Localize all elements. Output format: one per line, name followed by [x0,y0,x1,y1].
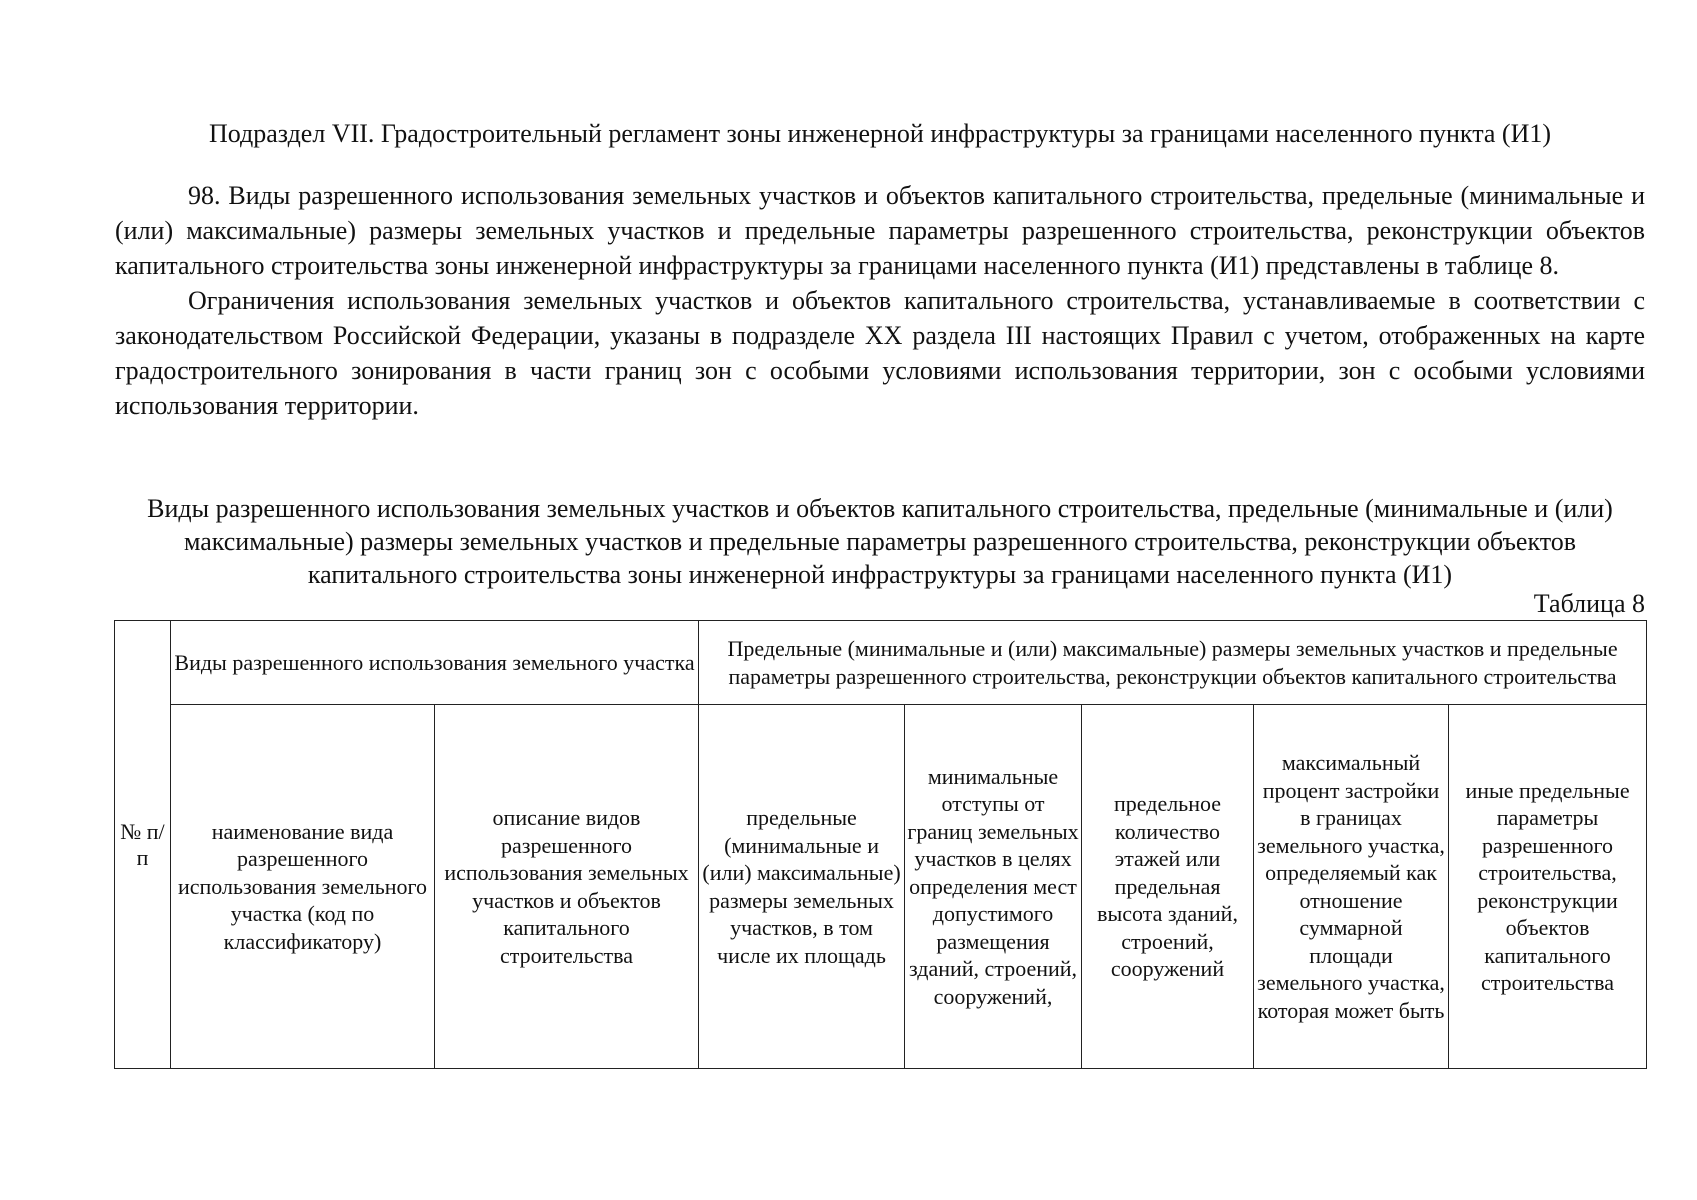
subsection-title: Подраздел VII. Градостроительный регламент зоны инженерной инфраструктуры за границами населенного пункта (И1) [208,119,1552,148]
table-caption: Виды разрешенного использования земельных участков и объектов капитального строительства, предельные (минимальные и (или) максимальные) размеры земельных участков и предельные параметры разрешенного строительства, реконструкции объектов капитального строительства зоны инженерной инфраструктуры за границами населенного пункта (И1) [147,494,1613,589]
header-col-setbacks [905,705,1082,1069]
paragraph-98: 98. Виды разрешенного использования земельных участков и объектов капитального строительства, предельные (минимальные и (или) максимальные) размеры земельных участков и предельные параметры разрешенного строительства, реконструкции объектов капитального строительства зоны инженерной инфраструктуры за границами населенного пункта (И1) представлены в таблице 8. [115,181,1645,280]
header-col-other-label: иные предельные параметры разрешенного строительства, реконструкции объектов капитального строительства [1465,777,1630,995]
header-group-limits [699,621,1647,705]
paragraph-restrictions: Ограничения использования земельных участков и объектов капитального строительства, устанавливаемые в соответствии с законодательством Российской Федерации, указаны в подразделе XX раздела III настоящих Правил с учетом, отображенных на карте градостроительного зонирования в части границ зон с особыми условиями использования территории, зон с особыми условиями использования территории. [115,286,1645,420]
table-header-row-1 [115,621,1647,705]
header-group-use-types [171,621,699,705]
table-number: Таблица 8 [1533,589,1645,618]
header-col-other [1449,705,1647,1069]
header-col-setbacks-label: минимальные отступы от границ земельных участков в целях определения мест допустимого размещения зданий, строений, сооружений, [907,763,1079,1009]
header-col-coverage-label: максимальный процент застройки в границах земельного участка, определяемый как отношение суммарной площади земельного участка, которая может быть [1257,750,1445,1023]
header-col-description [435,705,699,1069]
header-col-description-label: описание видов разрешенного использования земельных участков и объектов капитального строительства [444,805,689,968]
header-group-use-types-label: Виды разрешенного использования земельного участка [174,649,695,675]
header-num: № п/п [120,818,165,870]
header-col-coverage [1254,705,1449,1069]
table-header-row-2 [115,705,1647,1069]
body-text [115,178,1645,423]
regulation-table [114,620,1647,1069]
header-col-plot-size [699,705,905,1069]
header-col-floors-label: предельное количество этажей или предельная высота зданий, строений, сооружений [1097,791,1238,982]
header-col-floors [1082,705,1254,1069]
header-col-name-label: наименование вида разрешенного использования земельного участка (код по классификатору) [177,818,428,954]
header-group-limits-label: Предельные (минимальные и (или) максимальные) размеры земельных участков и предельные параметры разрешенного строительства, реконструкции объектов капитального строительства [727,636,1618,689]
header-col-plot-size-label: предельные (минимальные и (или) максимальные) размеры земельных участков, в том числе их площадь [702,805,901,968]
header-col-name [171,705,435,1069]
header-num-cell [115,621,171,1069]
